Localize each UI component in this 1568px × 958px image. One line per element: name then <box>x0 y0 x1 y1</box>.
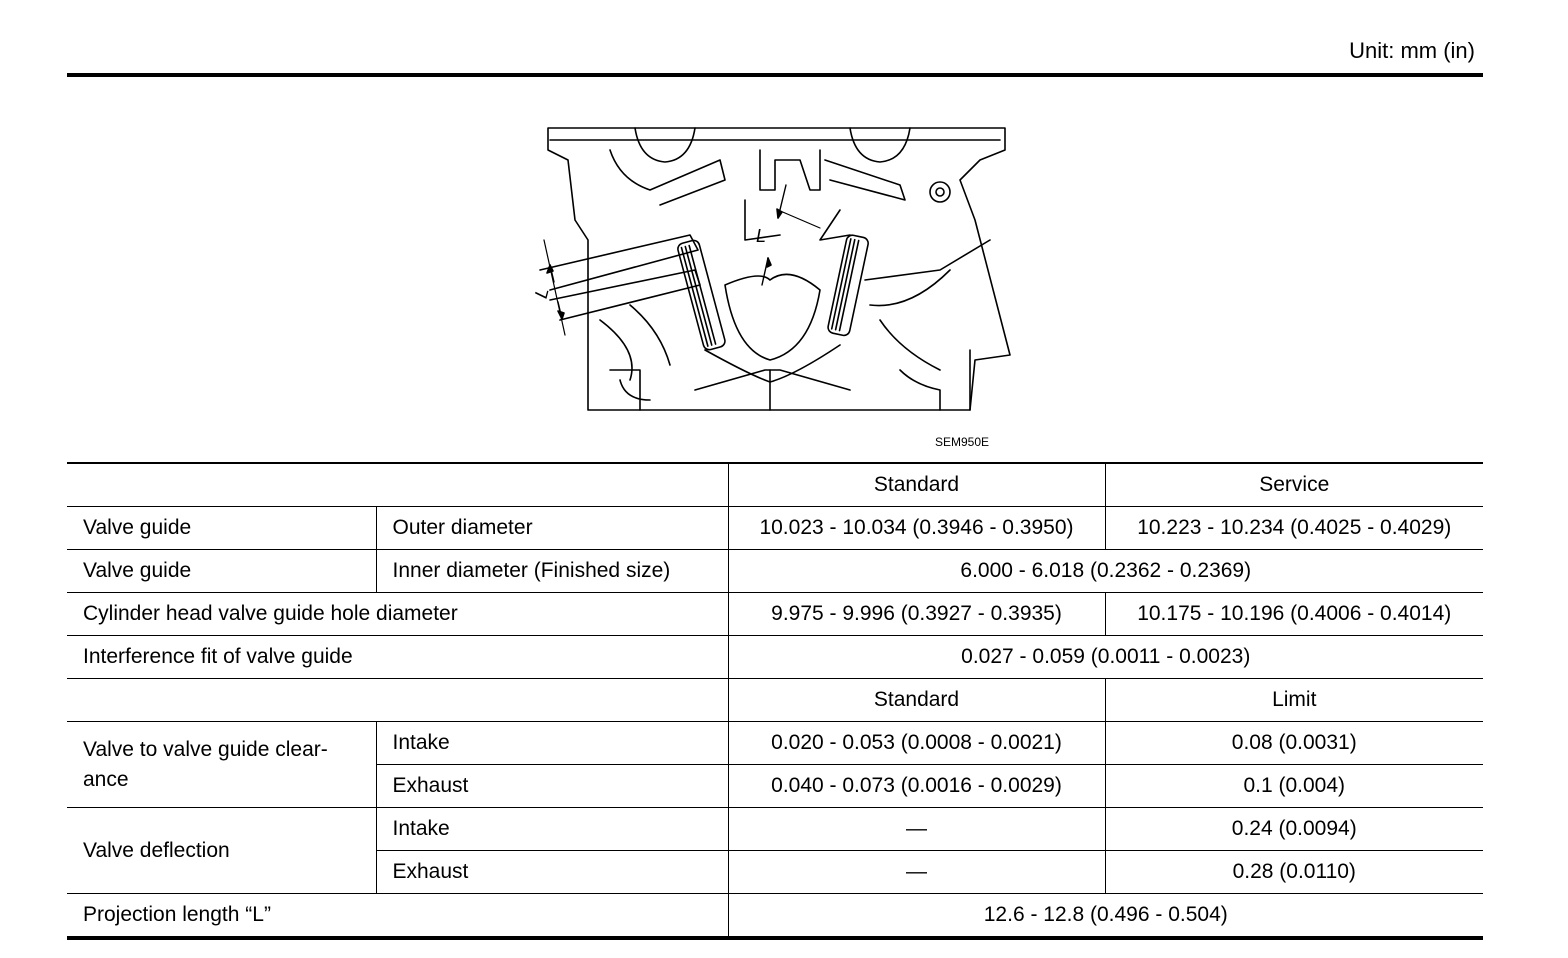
limit-value: 0.24 (0.0094) <box>1105 808 1483 851</box>
limit-value: 0.1 (0.004) <box>1105 765 1483 808</box>
merged-value: 0.027 - 0.059 (0.0011 - 0.0023) <box>728 636 1483 679</box>
row-item: Valve deflection <box>67 808 376 894</box>
row-item <box>67 722 376 808</box>
table-row <box>67 507 1483 550</box>
limit-value: 0.08 (0.0031) <box>1105 722 1483 765</box>
standard-value: — <box>728 808 1105 851</box>
table-row <box>67 636 1483 679</box>
valve-guide-spec-table <box>67 462 1483 940</box>
standard-value: 0.020 - 0.053 (0.0008 - 0.0021) <box>728 722 1105 765</box>
standard-value: 9.975 - 9.996 (0.3927 - 0.3935) <box>728 593 1105 636</box>
table-row <box>67 722 1483 765</box>
intake-L-label: L <box>530 285 553 301</box>
col-header-service: Service <box>1105 463 1483 507</box>
header-row-standard-service <box>67 463 1483 507</box>
row-item: Valve guide <box>67 507 376 550</box>
row-item: Interference fit of valve guide <box>67 636 728 679</box>
col-header-limit: Limit <box>1105 679 1483 722</box>
row-item: Projection length “L” <box>67 894 728 939</box>
clearance-item-label: Valve to valve guide clear-ance <box>83 738 328 791</box>
row-subitem: Outer diameter <box>376 507 728 550</box>
col-header-standard: Standard <box>728 679 1105 722</box>
cylinder-head-diagram <box>520 120 1040 420</box>
table-row <box>67 808 1483 851</box>
row-subitem: Inner diameter (Finished size) <box>376 550 728 593</box>
table-row <box>67 894 1483 939</box>
service-value: 10.175 - 10.196 (0.4006 - 0.4014) <box>1105 593 1483 636</box>
row-subitem: Intake <box>376 808 728 851</box>
unit-label: Unit: mm (in) <box>1349 38 1475 63</box>
row-subitem: Exhaust <box>376 765 728 808</box>
merged-value: 6.000 - 6.018 (0.2362 - 0.2369) <box>728 550 1483 593</box>
exhaust-L-label: L <box>756 226 767 246</box>
figure-code: SEM950E <box>935 435 990 449</box>
standard-value: 0.040 - 0.073 (0.0016 - 0.0029) <box>728 765 1105 808</box>
col-header-standard: Standard <box>728 463 1105 507</box>
row-subitem: Intake <box>376 722 728 765</box>
row-item: Valve guide <box>67 550 376 593</box>
standard-value: 10.023 - 10.034 (0.3946 - 0.3950) <box>728 507 1105 550</box>
service-value: 10.223 - 10.234 (0.4025 - 0.4029) <box>1105 507 1483 550</box>
table-row <box>67 550 1483 593</box>
table-row <box>67 593 1483 636</box>
row-subitem: Exhaust <box>376 851 728 894</box>
merged-value: 12.6 - 12.8 (0.496 - 0.504) <box>728 894 1483 939</box>
header-row-standard-limit <box>67 679 1483 722</box>
row-item: Cylinder head valve guide hole diameter <box>67 593 728 636</box>
limit-value: 0.28 (0.0110) <box>1105 851 1483 894</box>
standard-value: — <box>728 851 1105 894</box>
header-rule <box>67 73 1483 77</box>
